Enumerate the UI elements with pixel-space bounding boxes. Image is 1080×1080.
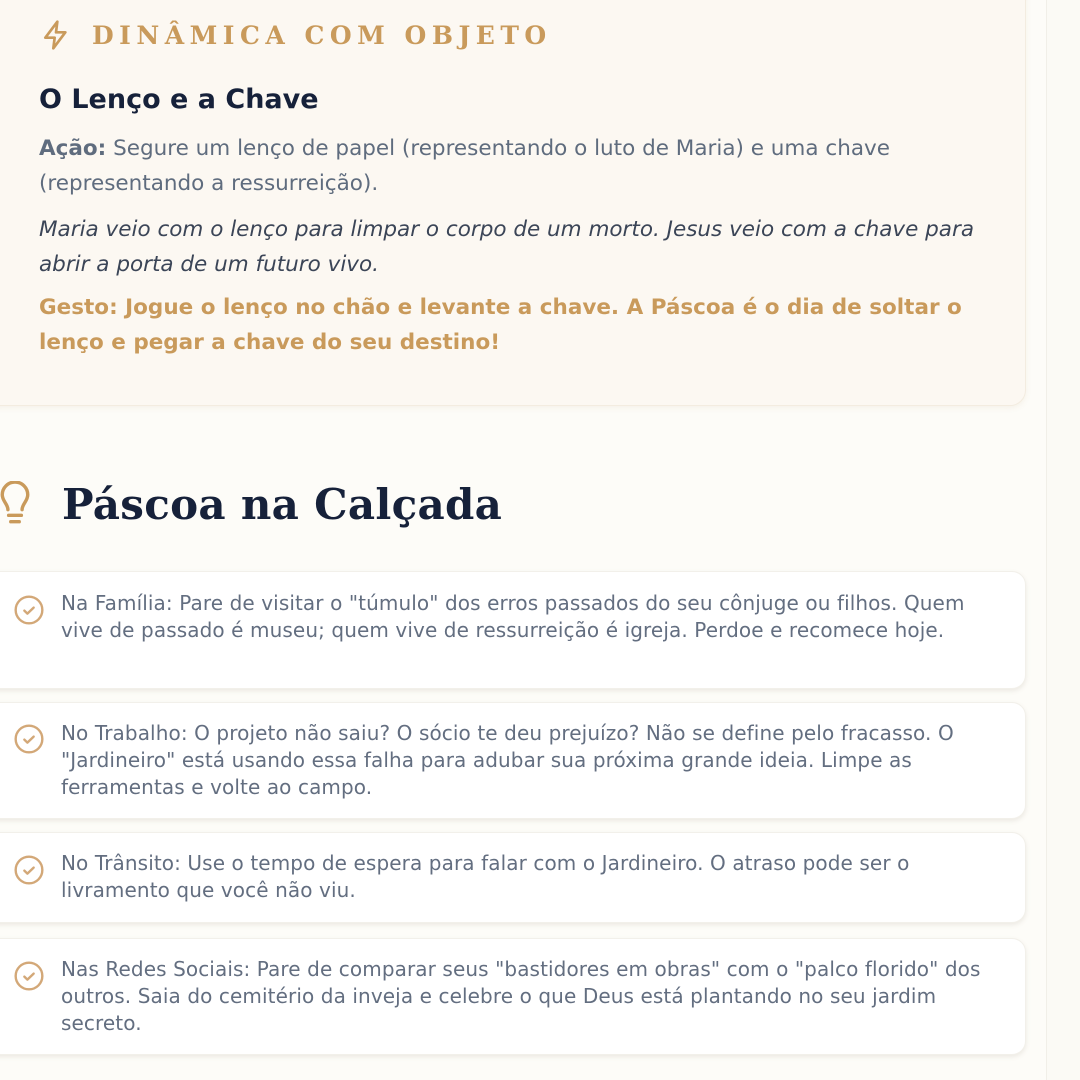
section-title: Páscoa na Calçada bbox=[62, 479, 503, 529]
tip-card-work bbox=[0, 702, 1026, 819]
tip-text: Na Família: Pare de visitar o "túmulo" dos erros passados do seu cônjuge ou filhos. Quem vive de passado é museu; quem vive de ressurreição é igreja. Perdoe e recomece hoje. bbox=[61, 591, 965, 642]
dynamic-title: O Lenço e a Chave bbox=[39, 84, 319, 115]
dynamic-gesture: Gesto: Jogue o lenço no chão e levante a chave. A Páscoa é o dia de soltar o lenço e pegar a chave do seu destino! bbox=[39, 295, 962, 355]
check-circle-icon bbox=[13, 723, 45, 755]
check-circle-icon bbox=[13, 960, 45, 992]
tip-text: Nas Redes Sociais: Pare de comparar seus "bastidores em obras" com o "palco florido" dos outros. Saia do cemitério da inveja e celebre o que Deus está plantando no seu jardim secreto. bbox=[61, 957, 981, 1035]
action-text: Segure um lenço de papel (representando o luto de Maria) e uma chave (representando a ressurreição). bbox=[39, 136, 890, 196]
tip-card-family bbox=[0, 571, 1026, 689]
action-label: Ação: bbox=[39, 136, 107, 161]
dynamic-action bbox=[39, 131, 999, 201]
lightbulb-icon bbox=[0, 481, 32, 527]
tip-card-social bbox=[0, 938, 1026, 1055]
check-circle-icon bbox=[13, 594, 45, 626]
check-circle-icon bbox=[13, 854, 45, 886]
dynamic-label: DINÂMICA COM OBJETO bbox=[92, 20, 552, 50]
dynamic-quote: Maria veio com o lenço para limpar o corpo de um morto. Jesus veio com a chave para abrir a porta de um futuro vivo. bbox=[39, 217, 974, 277]
tip-card-traffic bbox=[0, 832, 1026, 923]
scroll-gutter bbox=[1046, 0, 1080, 1080]
dynamic-header bbox=[40, 18, 552, 52]
tip-text: No Trânsito: Use o tempo de espera para falar com o Jardineiro. O atraso pode ser o livramento que você não viu. bbox=[61, 851, 910, 902]
lightning-bolt-icon bbox=[40, 19, 72, 51]
section-heading bbox=[0, 474, 502, 534]
tip-text: No Trabalho: O projeto não saiu? O sócio te deu prejuízo? Não se define pelo fracasso. O "Jardineiro" está usando essa falha para adubar sua próxima grande ideia. Limpe as ferramentas e volte ao campo. bbox=[61, 721, 954, 799]
